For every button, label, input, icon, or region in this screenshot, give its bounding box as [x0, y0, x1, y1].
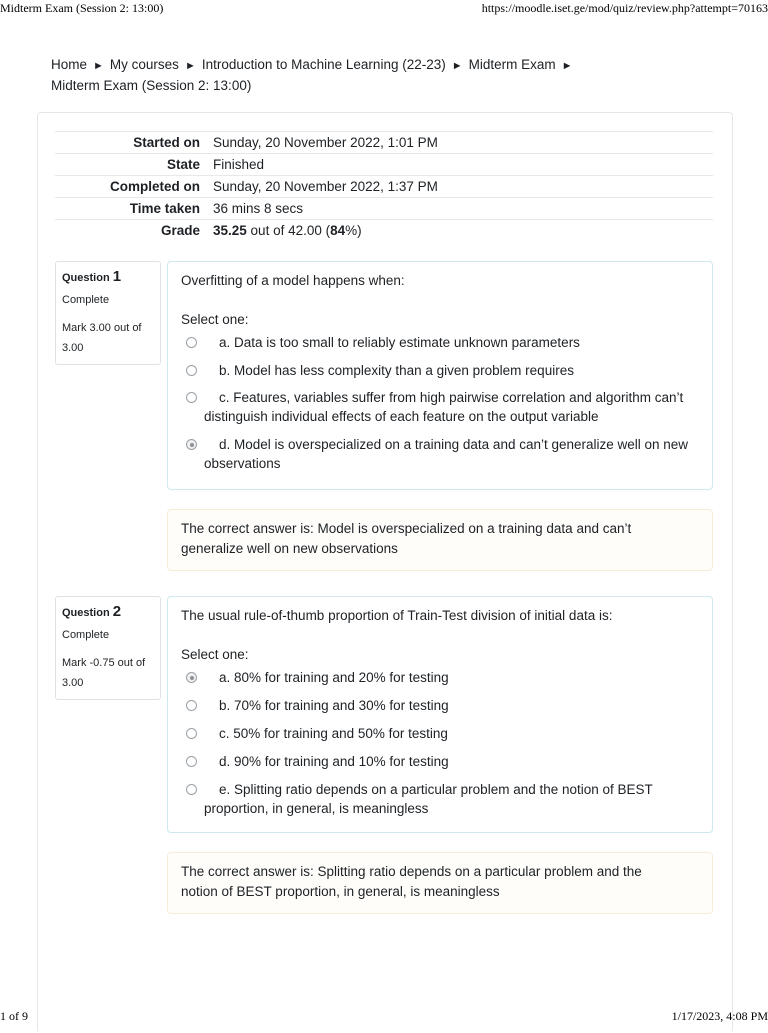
question-2-formulation [167, 596, 713, 833]
summary-row-state [55, 154, 713, 176]
option-text: 50% for training and 50% for testing [233, 726, 448, 741]
breadcrumb-course[interactable]: Introduction to Machine Learning (22-23) [201, 57, 446, 72]
state-label: State [166, 157, 200, 172]
radio-button[interactable] [186, 700, 197, 711]
grade-percent: 84 [330, 223, 346, 238]
radio-button-checked[interactable] [186, 439, 197, 450]
radio-button[interactable] [186, 337, 197, 348]
correct-answer-text: The correct answer is: Splitting ratio depends on a particular problem and the notion of BEST proportion, in general, is meaningless [181, 864, 642, 899]
answer-option-c[interactable] [181, 388, 698, 426]
question-number-value: 1 [112, 268, 122, 285]
option-text: 70% for training and 30% for testing [234, 698, 449, 713]
radio-button[interactable] [186, 784, 197, 795]
question-state: Complete [62, 629, 110, 641]
option-letter: b. [219, 698, 231, 713]
time-taken-value: 36 mins 8 secs [213, 201, 304, 216]
radio-button-checked[interactable] [186, 672, 197, 683]
breadcrumb-current-page[interactable]: Midterm Exam (Session 2: 13:00) [51, 78, 252, 93]
question-number [62, 604, 154, 621]
breadcrumb-separator-icon: ► [93, 60, 104, 72]
option-letter: a. [219, 335, 231, 350]
select-one-prompt: Select one: [181, 312, 249, 327]
select-one-prompt: Select one: [181, 647, 249, 662]
print-page-title: Midterm Exam (Session 2: 13:00) [0, 1, 164, 15]
print-page-url: https://moodle.iset.ge/mod/quiz/review.php?attempt=70163 [481, 1, 768, 15]
summary-row-time-taken [55, 198, 713, 220]
print-header [0, 0, 768, 16]
breadcrumb [51, 55, 611, 96]
completed-on-value: Sunday, 20 November 2022, 1:37 PM [213, 179, 438, 194]
attempt-summary-table [55, 131, 713, 241]
option-letter: e. [219, 782, 231, 797]
print-footer [0, 1009, 768, 1024]
correct-answer-text: The correct answer is: Model is overspecialized on a training data and can’t generalize well on new observations [181, 521, 632, 556]
grade-value [207, 220, 713, 242]
answer-option-b[interactable] [181, 696, 698, 715]
started-on-value: Sunday, 20 November 2022, 1:01 PM [213, 135, 438, 150]
option-letter: d. [219, 754, 231, 769]
answer-option-c[interactable] [181, 724, 698, 743]
time-taken-label: Time taken [129, 201, 200, 216]
summary-row-grade [55, 220, 713, 242]
option-text: Data is too small to reliably estimate unknown parameters [234, 335, 580, 350]
option-letter: a. [219, 670, 231, 685]
breadcrumb-midterm-exam[interactable]: Midterm Exam [468, 57, 556, 72]
question-label: Question [62, 607, 113, 619]
question-number-value: 2 [112, 603, 122, 620]
question-state: Complete [62, 294, 110, 306]
summary-row-started-on [55, 132, 713, 154]
grade-outof: out of 42.00 ( [246, 223, 331, 238]
question-mark: Mark -0.75 out of 3.00 [62, 657, 146, 689]
summary-row-completed-on [55, 176, 713, 198]
answer-option-b[interactable] [181, 361, 698, 380]
answer-option-a[interactable] [181, 333, 698, 352]
radio-button[interactable] [186, 392, 197, 403]
option-text: Splitting ratio depends on a particular problem and the notion of BEST proportion, in general, is meaningless [204, 782, 653, 816]
question-2-feedback [167, 852, 713, 914]
answer-option-d[interactable] [181, 752, 698, 771]
question-2-info [55, 596, 161, 700]
grade-label: Grade [160, 223, 200, 238]
question-1-feedback [167, 509, 713, 571]
print-datetime: 1/17/2023, 4:08 PM [671, 1009, 768, 1023]
breadcrumb-separator-icon: ► [561, 60, 573, 72]
option-letter: c. [219, 390, 230, 405]
question-number [62, 269, 154, 286]
option-text: Features, variables suffer from high pairwise correlation and algorithm can’t distinguish individual effects of each feature on the output variable [204, 390, 684, 424]
grade-close: %) [345, 223, 362, 238]
question-mark: Mark 3.00 out of 3.00 [62, 322, 142, 354]
breadcrumb-separator-icon: ► [184, 60, 196, 72]
answer-option-e[interactable] [181, 780, 698, 818]
grade-score: 35.25 [213, 223, 247, 238]
option-letter: b. [219, 363, 231, 378]
answer-option-a[interactable] [181, 668, 698, 687]
completed-on-label: Completed on [110, 179, 200, 194]
radio-button[interactable] [186, 365, 197, 376]
question-1-info [55, 261, 161, 365]
option-letter: d. [219, 437, 231, 452]
option-text: 80% for training and 20% for testing [234, 670, 449, 685]
question-text: Overfitting of a model happens when: [181, 273, 405, 288]
breadcrumb-my-courses[interactable]: My courses [109, 57, 179, 72]
option-letter: c. [219, 726, 230, 741]
question-1-formulation [167, 261, 713, 490]
breadcrumb-separator-icon: ► [451, 60, 463, 72]
state-value: Finished [213, 157, 265, 172]
answer-option-d[interactable] [181, 435, 698, 473]
started-on-label: Started on [133, 135, 200, 150]
question-label: Question [62, 272, 113, 284]
option-text: 90% for training and 10% for testing [234, 754, 449, 769]
option-text: Model is overspecialized on a training data and can’t generalize well on new observations [204, 437, 689, 471]
radio-button[interactable] [186, 728, 197, 739]
option-text: Model has less complexity than a given problem requires [234, 363, 574, 378]
print-page-count: 1 of 9 [0, 1009, 28, 1023]
radio-button[interactable] [186, 756, 197, 767]
breadcrumb-home[interactable]: Home [51, 57, 88, 72]
question-text: The usual rule-of-thumb proportion of Train-Test division of initial data is: [181, 608, 613, 623]
